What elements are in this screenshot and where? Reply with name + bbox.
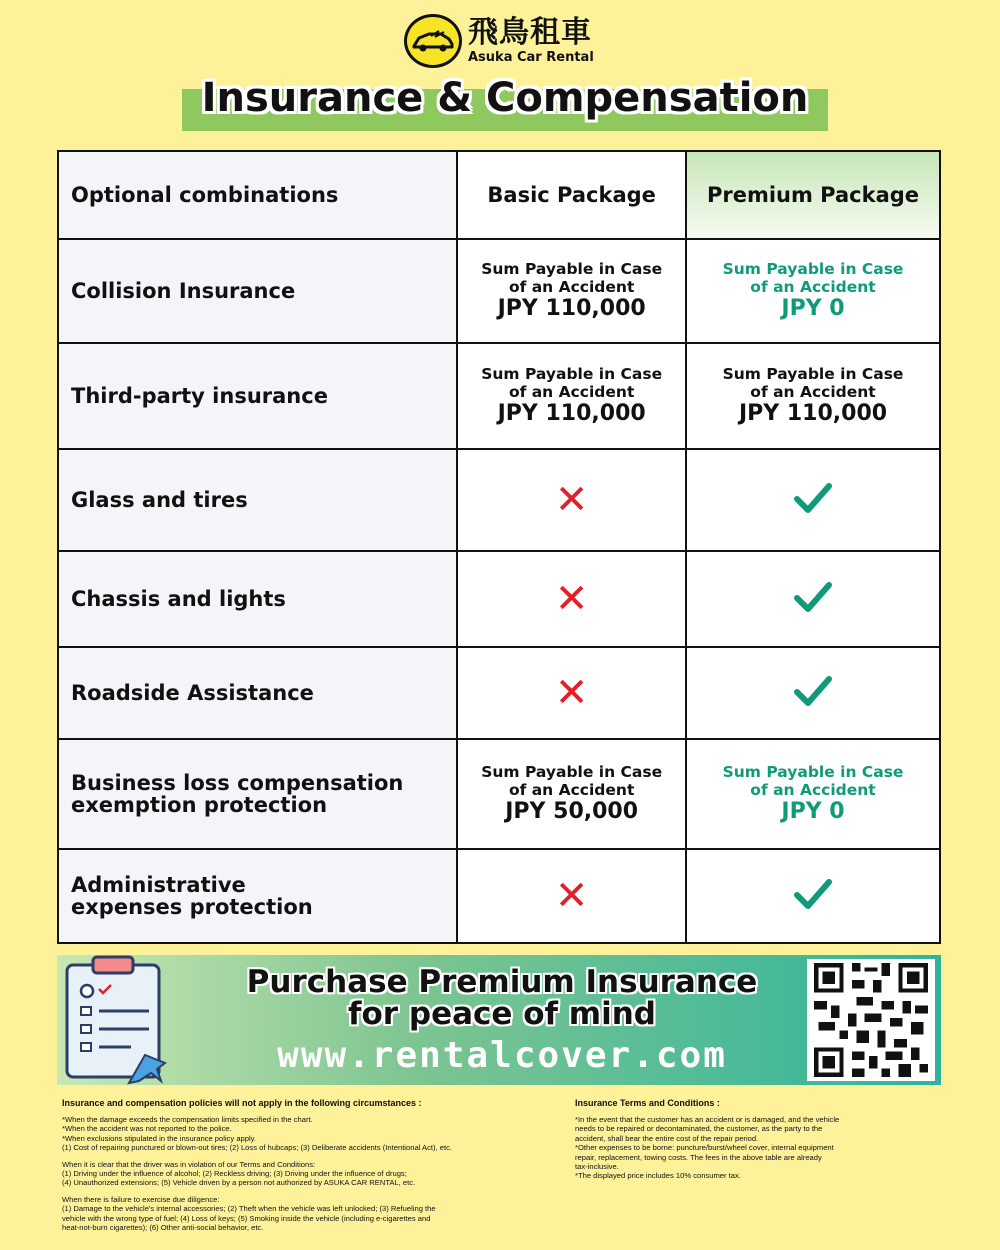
fine-line: *Other expenses to be borne: puncture/burst/wheel cover, internal equipment <box>575 1143 834 1153</box>
exclusions-paragraph <box>62 1160 502 1188</box>
row-label-line: Administrative <box>71 873 246 897</box>
basic-cell <box>457 551 686 647</box>
amount: JPY 50,000 <box>505 799 639 824</box>
banner-headline: Purchase Premium Insurance <box>246 964 758 1000</box>
row-label: Roadside Assistance <box>58 647 457 739</box>
check-icon <box>794 675 832 707</box>
amount: JPY 110,000 <box>738 401 888 426</box>
promo-banner <box>57 955 941 1085</box>
premium-cell <box>686 647 940 739</box>
exclusions-title: Insurance and compensation policies will not apply in the following circumstances : <box>62 1098 422 1108</box>
row-label: Chassis and lights <box>58 551 457 647</box>
fine-line: When it is clear that the driver was in violation of our Terms and Conditions: <box>62 1159 316 1169</box>
sum-label: of an Accident <box>750 278 876 296</box>
exclusions-paragraph <box>62 1195 502 1233</box>
sum-label: of an Accident <box>508 383 635 401</box>
row-label-line: exemption protection <box>71 793 328 817</box>
fine-line: tax-inclusive. <box>575 1162 619 1172</box>
fine-line: *When exclusions stipulated in the insurance policy apply. <box>62 1133 257 1143</box>
sum-label: of an Accident <box>508 781 635 799</box>
fine-line: *When the accident was not reported to the police. <box>62 1124 232 1134</box>
row-label-line: expenses protection <box>71 895 313 919</box>
insurance-comparison-table <box>57 150 941 944</box>
table-row <box>58 343 940 449</box>
premium-cell <box>686 449 940 551</box>
premium-cell <box>686 849 940 943</box>
cross-icon: ✕ <box>554 670 589 716</box>
brand-logo <box>404 12 594 70</box>
banner-subheadline: for peace of mind <box>348 996 656 1032</box>
premium-cell <box>686 551 940 647</box>
table-row <box>58 647 940 739</box>
sum-label: of an Accident <box>750 781 876 799</box>
header-premium-package: Premium Package <box>686 151 940 239</box>
brand-name-jp: 飛鳥租車 <box>468 15 592 50</box>
fine-line: *In the event that the customer has an accident or is damaged, and the vehicle <box>575 1115 840 1124</box>
page-title: Insurance & Compensation <box>201 75 809 121</box>
sum-label: Sum Payable in Case <box>722 365 904 383</box>
fine-line: accident, shall bear the entire cost of the repair period. <box>575 1133 759 1143</box>
cross-icon: ✕ <box>554 576 589 622</box>
basic-cell <box>457 739 686 849</box>
fine-line: (1) Driving under the influence of alcohol; (2) Reckless driving; (3) Driving under the influence of drugs; <box>62 1169 407 1179</box>
amount: JPY 110,000 <box>497 296 646 321</box>
premium-cell <box>686 343 940 449</box>
premium-cell <box>686 239 940 343</box>
premium-cell <box>686 739 940 849</box>
sum-label: Sum Payable in Case <box>722 763 904 781</box>
qr-code[interactable] <box>807 959 935 1081</box>
amount: JPY 0 <box>781 799 845 824</box>
row-label: Third-party insurance <box>58 343 457 449</box>
clipboard-icon <box>61 955 169 1085</box>
cross-icon: ✕ <box>554 477 589 523</box>
fine-line: vehicle with the wrong type of fuel; (4) Loss of keys; (5) Smoking inside the vehicle (including e-cigarettes and <box>62 1213 431 1223</box>
table-row <box>58 551 940 647</box>
fine-line: heat-not-burn cigarettes); (6) Other anti-social behavior, etc. <box>62 1223 264 1233</box>
table-header-row <box>58 151 940 239</box>
car-logo-icon <box>404 14 462 68</box>
row-label: Glass and tires <box>58 449 457 551</box>
basic-cell <box>457 449 686 551</box>
basic-cell <box>457 849 686 943</box>
row-label <box>58 739 457 849</box>
amount: JPY 110,000 <box>497 401 646 426</box>
check-icon <box>794 482 832 514</box>
fine-line: needs to be repaired or decontaminated, the customer, as the party to the <box>575 1124 823 1134</box>
terms-title: Insurance Terms and Conditions : <box>575 1098 720 1108</box>
terms-fine-print <box>575 1097 875 1188</box>
basic-cell <box>457 239 686 343</box>
fine-line: *The displayed price includes 10% consumer tax. <box>575 1171 741 1181</box>
table-row <box>58 449 940 551</box>
amount: JPY 0 <box>781 296 845 321</box>
row-label <box>58 849 457 943</box>
sum-label: Sum Payable in Case <box>481 260 663 278</box>
website-link[interactable]: www.rentalcover.com <box>277 1035 727 1076</box>
fine-line: When there is failure to exercise due diligence: <box>62 1194 220 1204</box>
sum-label: of an Accident <box>750 383 876 401</box>
cross-icon: ✕ <box>554 873 589 919</box>
check-icon <box>794 878 832 910</box>
fine-line: *When the damage exceeds the compensation limits specified in the chart. <box>62 1115 313 1124</box>
table-row <box>58 239 940 343</box>
basic-cell <box>457 343 686 449</box>
row-label: Collision Insurance <box>58 239 457 343</box>
terms-paragraph <box>575 1115 875 1181</box>
header-optional-combinations: Optional combinations <box>58 151 457 239</box>
fine-line: (1) Damage to the vehicle's internal accessories; (2) Theft when the vehicle was left unlocked; (3) Refueling the <box>62 1204 436 1214</box>
sum-label: Sum Payable in Case <box>722 260 904 278</box>
check-icon <box>794 581 832 613</box>
sum-label: Sum Payable in Case <box>481 763 663 781</box>
exclusions-paragraph <box>62 1115 502 1153</box>
exclusions-fine-print <box>62 1097 502 1239</box>
header-basic-package: Basic Package <box>457 151 686 239</box>
basic-cell <box>457 647 686 739</box>
brand-name-en: Asuka Car Rental <box>468 50 594 65</box>
table-row <box>58 739 940 849</box>
fine-line: repair, replacement, towing costs. The fees in the above table are already <box>575 1152 822 1162</box>
row-label-line: Business loss compensation <box>71 771 404 795</box>
table-row <box>58 849 940 943</box>
fine-line: (1) Cost of repairing punctured or blown-out tires; (2) Loss of hubcaps; (3) Deliberate accidents (Intentional Act), etc. <box>62 1143 453 1153</box>
sum-label: Sum Payable in Case <box>481 365 663 383</box>
sum-label: of an Accident <box>508 278 635 296</box>
fine-line: (4) Unauthorized extensions; (5) Vehicle driven by a person not authorized by ASUKA CAR RENTAL, etc. <box>62 1178 416 1188</box>
